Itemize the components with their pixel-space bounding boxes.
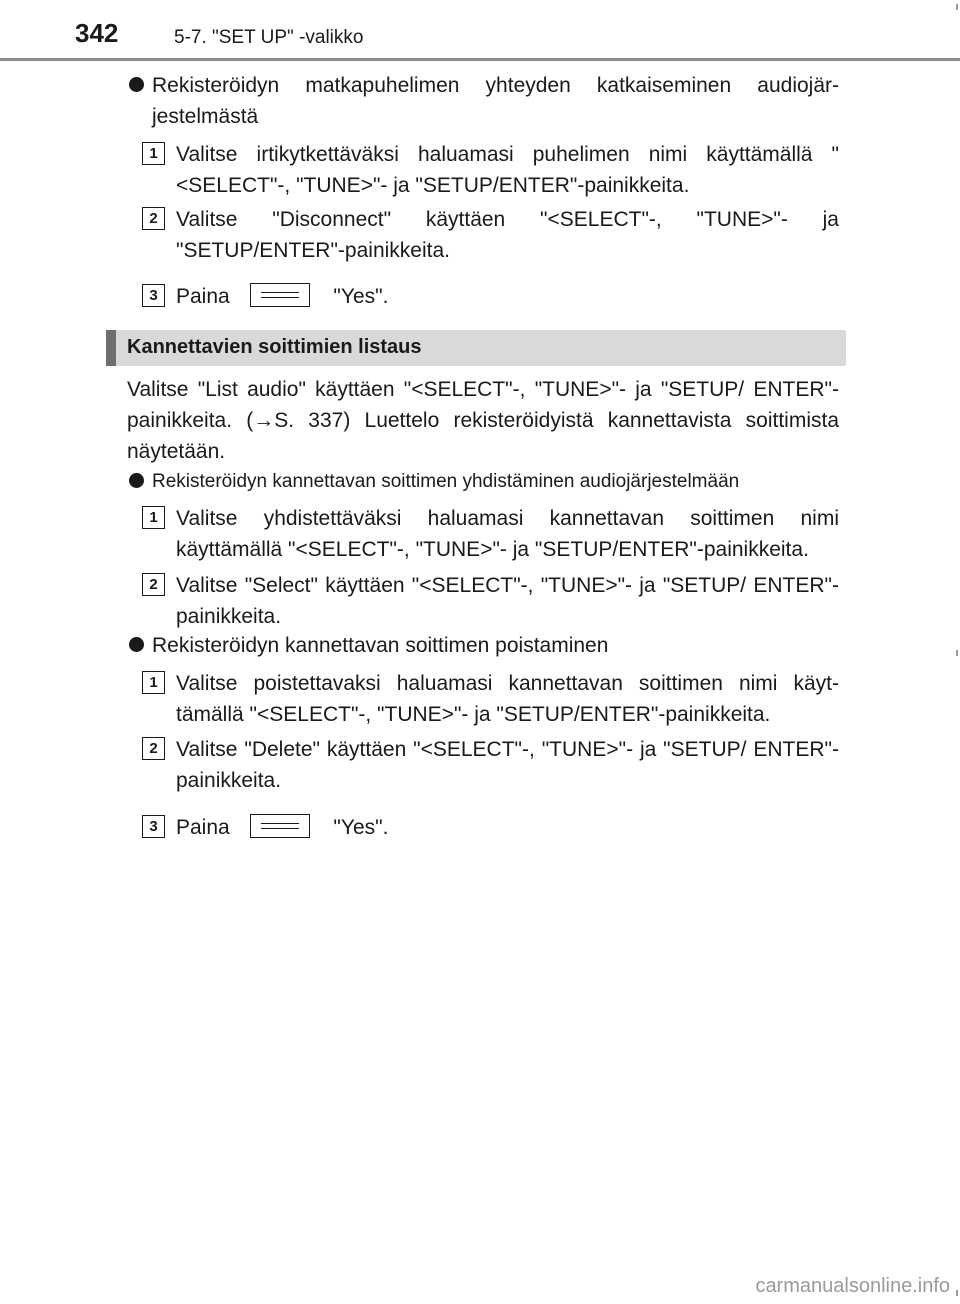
crop-mark <box>956 4 958 10</box>
section-header <box>106 330 846 366</box>
bullet-dot <box>129 473 144 488</box>
step-number: 3 <box>142 284 165 307</box>
page-number: 342 <box>75 18 119 48</box>
step-delete-3 <box>142 812 839 843</box>
step-number: 1 <box>142 142 165 165</box>
step-text: Valitse poistettavaksi haluamasi kannettavan soittimen nimi käyt-tämällä "<SELECT"-, "TUNE>"- ja "SETUP/ENTER"-painikkeita. <box>176 672 839 726</box>
crop-mark <box>956 650 958 656</box>
step-text: Valitse "Disconnect" käyttäen "<SELECT"-, "TUNE>"- ja "SETUP/ENTER"-painikkeita. <box>176 208 839 262</box>
section-title: Kannettavien soittimien listaus <box>127 336 422 358</box>
chapter-title: 5-7. "SET UP" -valikko <box>174 27 364 48</box>
step-text <box>176 812 839 843</box>
step-connect-1 <box>142 503 839 565</box>
bullet-dot <box>129 77 144 92</box>
enter-button-icon <box>250 814 310 838</box>
section-marker <box>106 330 116 366</box>
step-number: 2 <box>142 207 165 230</box>
step-suffix: "Yes". <box>333 816 389 839</box>
step-text: Valitse irtikytkettäväksi haluamasi puhelimen nimi käyttämällä "<SELECT"-, "TUNE>"- ja "SETUP/ENTER"-painikkeita. <box>176 143 839 197</box>
step-prefix: Paina <box>176 816 230 839</box>
step-text <box>176 281 839 312</box>
step-text: Valitse "Select" käyttäen "<SELECT"-, "TUNE>"- ja "SETUP/ ENTER"-painikkeita. <box>176 574 839 628</box>
step-disconnect-1 <box>142 139 839 201</box>
step-number: 2 <box>142 737 165 760</box>
enter-button-icon <box>250 283 310 307</box>
bullet-delete-player <box>129 630 839 661</box>
bullet-text: Rekisteröidyn kannettavan soittimen poistaminen <box>152 634 609 657</box>
step-text: Valitse yhdistettäväksi haluamasi kannettavan soittimen nimi käyttämällä "<SELECT"-, "TUNE>"- ja "SETUP/ENTER"-painikkeita. <box>176 507 839 561</box>
header-rule <box>0 58 960 61</box>
crop-mark <box>956 1290 958 1296</box>
step-number: 1 <box>142 671 165 694</box>
step-number: 2 <box>142 573 165 596</box>
step-disconnect-2 <box>142 204 839 266</box>
bullet-text: Rekisteröidyn matkapuhelimen yhteyden katkaiseminen audiojär-jestelmästä <box>152 74 839 128</box>
watermark: carmanualsonline.info <box>755 1275 950 1297</box>
step-text: Valitse "Delete" käyttäen "<SELECT"-, "TUNE>"- ja "SETUP/ ENTER"-painikkeita. <box>176 738 839 792</box>
bullet-connect-player <box>129 466 839 497</box>
section-intro: Valitse "List audio" käyttäen "<SELECT"-, "TUNE>"- ja "SETUP/ ENTER"-painikkeita. (→S. 337) Luettelo rekisteröidyistä kannettavista soittimista näytetään. <box>127 378 839 463</box>
step-connect-2 <box>142 570 839 632</box>
step-delete-1 <box>142 668 839 730</box>
bullet-text: Rekisteröidyn kannettavan soittimen yhdistäminen audiojärjestelmään <box>152 471 740 492</box>
bullet-disconnect-phone <box>129 70 839 132</box>
step-disconnect-3 <box>142 281 839 312</box>
bullet-dot <box>129 637 144 652</box>
step-number: 1 <box>142 506 165 529</box>
step-suffix: "Yes". <box>333 285 389 308</box>
step-delete-2 <box>142 734 839 796</box>
step-number: 3 <box>142 815 165 838</box>
step-prefix: Paina <box>176 285 230 308</box>
